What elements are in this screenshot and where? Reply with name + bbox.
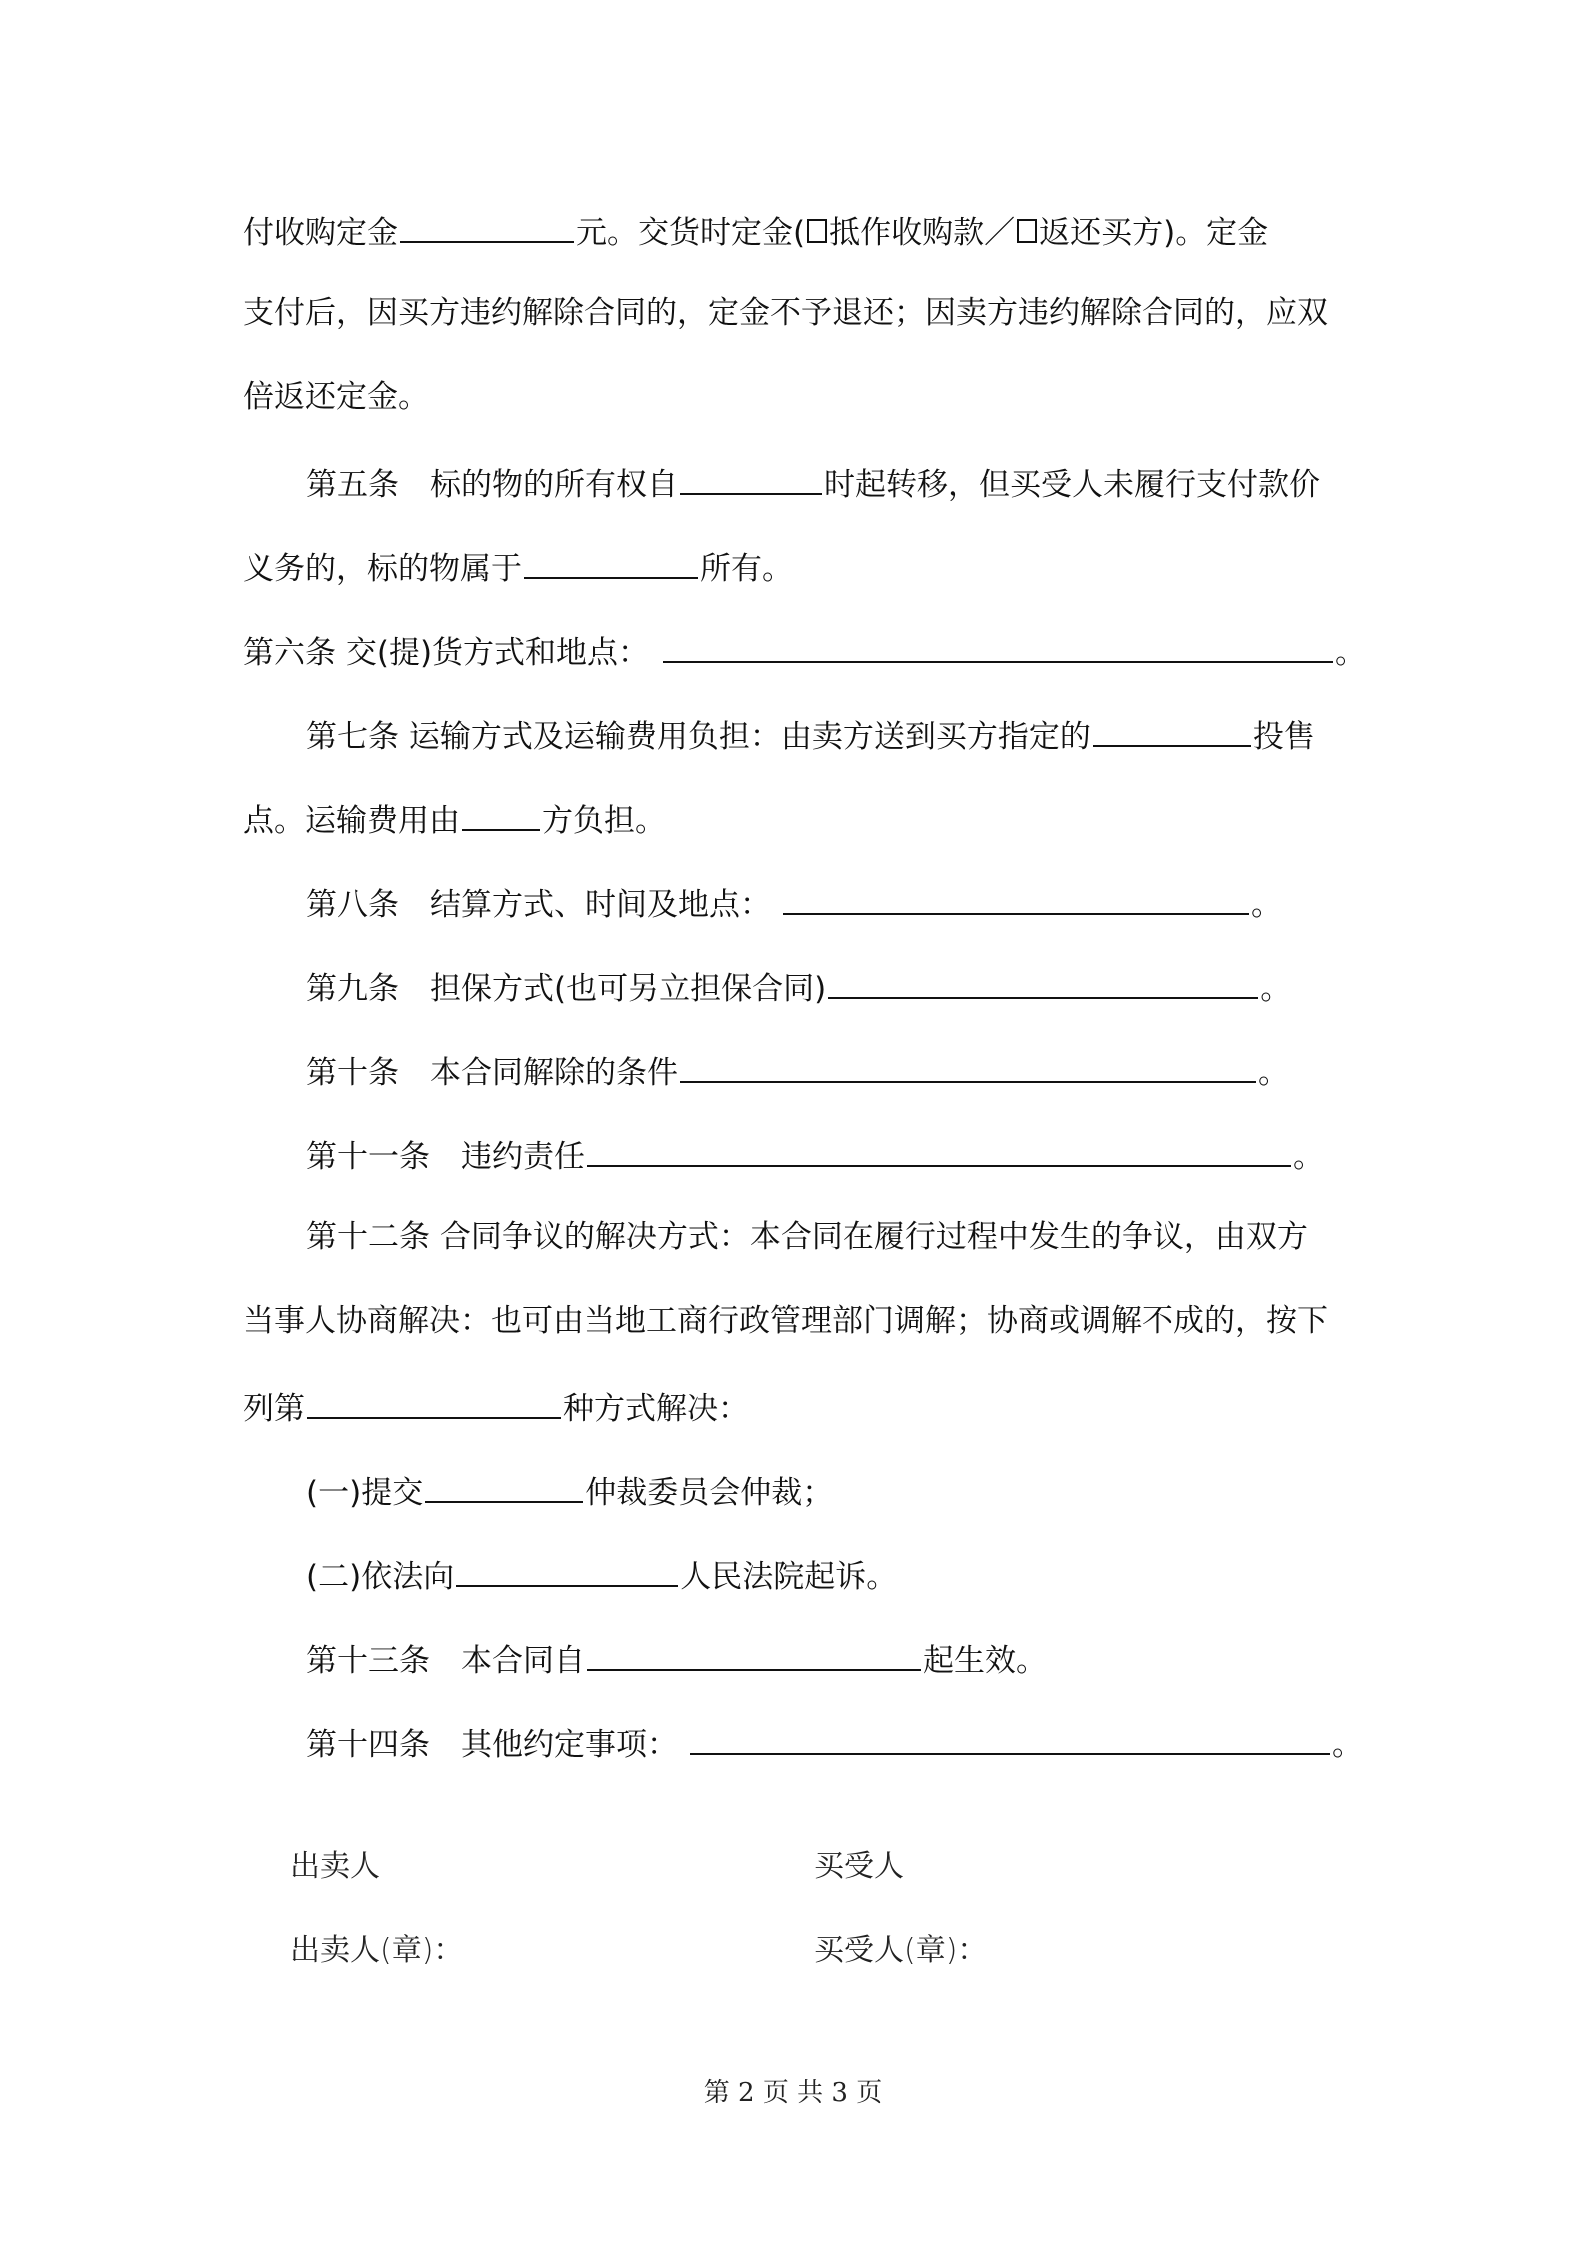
text: 第十一条 违约责任 xyxy=(306,1139,585,1175)
text: 种方式解决： xyxy=(563,1391,749,1427)
effective-date-blank xyxy=(587,1633,921,1671)
court-blank xyxy=(456,1549,678,1587)
text: 。 xyxy=(1332,1727,1363,1763)
deposit-amount-blank xyxy=(400,205,574,243)
text: 付收购定金 xyxy=(243,215,398,251)
text: 第十三条 本合同自 xyxy=(306,1643,585,1679)
guarantee-blank xyxy=(828,961,1258,999)
seller-label: 出卖人 xyxy=(290,1849,380,1884)
text: (二)依法向 xyxy=(306,1559,455,1595)
other-matters-blank xyxy=(690,1717,1330,1755)
delivery-method-blank xyxy=(663,625,1333,663)
article-9 xyxy=(306,961,1291,1009)
deposit-line-2: 支付后，因买方违约解除合同的，定金不予退还；因卖方违约解除合同的，应双 xyxy=(243,295,1328,331)
article-12-line-1: 第十二条 合同争议的解决方式：本合同在履行过程中发生的争议，由双方 xyxy=(306,1219,1308,1255)
text: 元。交货时定金( xyxy=(576,215,806,251)
text: 。 xyxy=(1293,1139,1324,1175)
buyer-label: 买受人 xyxy=(814,1849,904,1884)
article-5-line-1 xyxy=(306,457,1320,505)
article-11 xyxy=(306,1129,1324,1177)
delivery-point-blank xyxy=(1093,709,1251,747)
text: 投售 xyxy=(1252,719,1315,755)
deposit-line-3: 倍返还定金。 xyxy=(243,379,429,415)
text: 义务的，标的物属于 xyxy=(243,551,522,587)
article-10 xyxy=(306,1045,1289,1093)
text: 所有。 xyxy=(700,551,793,587)
text: 方负担。 xyxy=(542,803,666,839)
arbitration-committee-blank xyxy=(425,1465,583,1503)
article-5-line-2 xyxy=(243,541,793,589)
option-court xyxy=(306,1549,897,1597)
article-13 xyxy=(306,1633,1047,1681)
text: 列第 xyxy=(243,1391,305,1427)
text: 第七条 运输方式及运输费用负担：由卖方送到买方指定的 xyxy=(306,719,1091,755)
article-14 xyxy=(306,1717,1363,1765)
text: 。 xyxy=(1251,887,1282,923)
text: 抵作收购款／ xyxy=(829,215,1016,251)
dispute-method-blank xyxy=(307,1381,561,1419)
article-6 xyxy=(243,625,1366,673)
text: 人民法院起诉。 xyxy=(680,1559,898,1595)
page-number: 第 2 页 共 3 页 xyxy=(703,2078,883,2108)
text: 。 xyxy=(1258,1055,1289,1091)
text: 第八条 结算方式、时间及地点： xyxy=(306,887,771,923)
text: 点。运输费用由 xyxy=(243,803,460,839)
option-arbitration xyxy=(306,1465,833,1513)
settlement-blank xyxy=(783,877,1249,915)
text: 第十四条 其他约定事项： xyxy=(306,1727,678,1763)
article-7-line-2 xyxy=(243,793,666,841)
text: 。 xyxy=(1260,971,1292,1007)
article-12-line-2: 当事人协商解决：也可由当地工商行政管理部门调解；协商或调解不成的，按下 xyxy=(243,1303,1328,1339)
checkbox-return xyxy=(1017,219,1037,243)
seller-seal-label: 出卖人(章)： xyxy=(290,1933,464,1968)
ownership-party-blank xyxy=(524,541,698,579)
liability-blank xyxy=(587,1129,1291,1167)
termination-blank xyxy=(680,1045,1256,1083)
freight-party-blank xyxy=(462,793,540,831)
text: 第六条 交(提)货方式和地点： xyxy=(243,635,650,671)
article-8 xyxy=(306,877,1282,925)
text: 仲裁委员会仲裁； xyxy=(585,1475,834,1511)
deposit-line-1 xyxy=(243,205,1268,253)
checkbox-offset xyxy=(807,219,827,243)
ownership-time-blank xyxy=(680,457,822,495)
text: 第九条 担保方式(也可另立担保合同) xyxy=(306,971,827,1007)
text: 时起转移，但买受人未履行支付款价 xyxy=(824,467,1320,503)
text: 。 xyxy=(1335,635,1367,671)
text: 第十条 本合同解除的条件 xyxy=(306,1055,678,1091)
article-7-line-1 xyxy=(306,709,1315,757)
buyer-seal-label: 买受人(章)： xyxy=(814,1933,988,1968)
text: 起生效。 xyxy=(923,1643,1047,1679)
text: (一)提交 xyxy=(306,1475,424,1511)
article-12-line-3 xyxy=(243,1381,749,1429)
text: 返还买方)。定金 xyxy=(1039,215,1269,251)
text: 第五条 标的物的所有权自 xyxy=(306,467,678,503)
